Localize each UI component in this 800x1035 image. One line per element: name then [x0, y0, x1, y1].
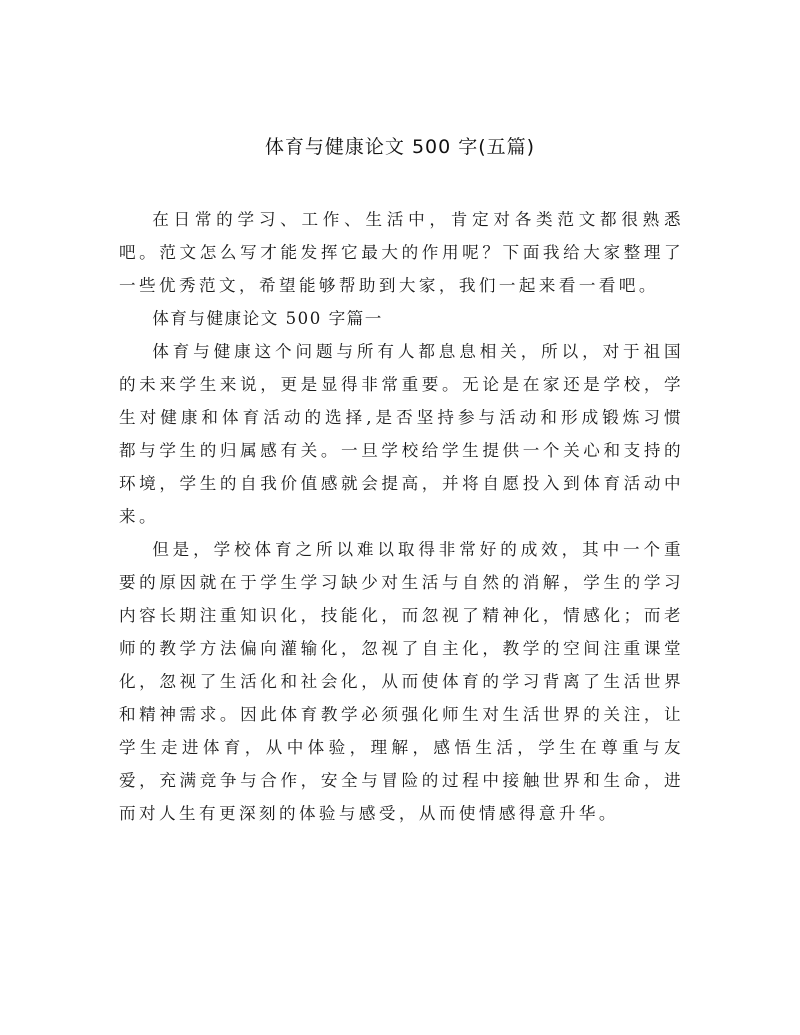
document-body	[119, 203, 684, 830]
body-paragraph-1: 体育与健康这个问题与所有人都息息相关，所以，对于祖国的未来学生来说，更是显得非常重要。无论是在家还是学校，学生对健康和体育活动的选择,是否坚持参与活动和形成锻炼习惯都与学生的归属感有关。一旦学校给学生提供一个关心和支持的环境，学生的自我价值感就会提高，并将自愿投入到体育活动中来。	[119, 342, 684, 526]
document-title: 体育与健康论文 500 字(五篇)	[264, 136, 536, 158]
section-heading: 体育与健康论文 500 字篇一	[152, 309, 383, 328]
intro-paragraph: 在日常的学习、工作、生活中，肯定对各类范文都很熟悉吧。范文怎么写才能发挥它最大的作用呢？下面我给大家整理了一些优秀范文，希望能够帮助到大家，我们一起来看一看吧。	[119, 210, 684, 295]
body-paragraph-2: 但是，学校体育之所以难以取得非常好的成效，其中一个重要的原因就在于学生学习缺少对生活与自然的消解，学生的学习内容长期注重知识化，技能化，而忽视了精神化，情感化；而老师的教学方法偏向灌输化，忽视了自主化，教学的空间注重课堂化，忽视了生活化和社会化，从而使体育的学习背离了生活世界和精神需求。因此体育教学必须强化师生对生活世界的关注，让学生走进体育，从中体验，理解，感悟生活，学生在尊重与友爱，充满竞争与合作，安全与冒险的过程中接触世界和生命，进而对人生有更深刻的体验与感受，从而使情感得意升华。	[119, 540, 684, 823]
